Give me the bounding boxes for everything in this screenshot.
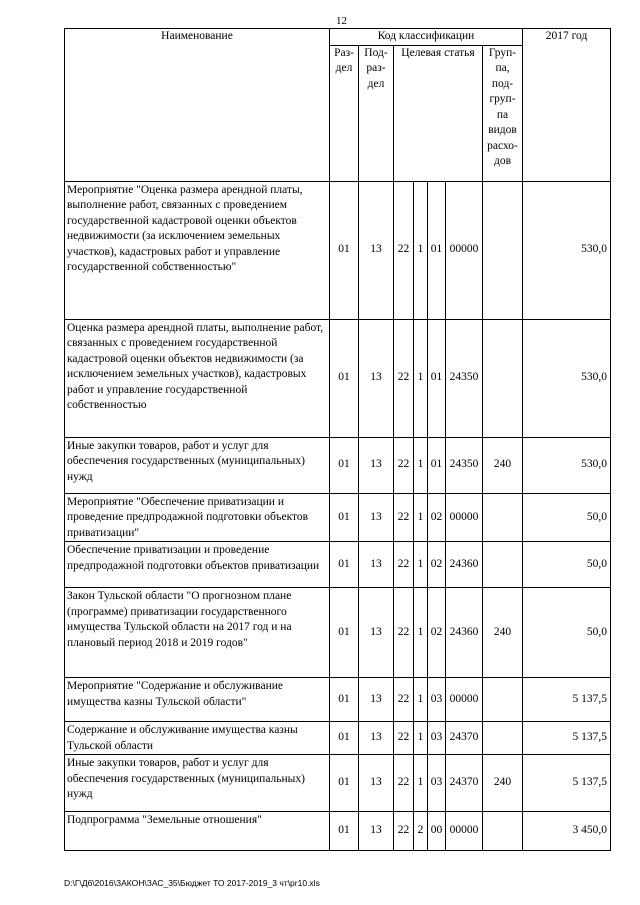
cell-amount: 50,0	[523, 542, 611, 588]
cell-target-direction: 24360	[446, 542, 483, 588]
cell-target-direction: 24360	[446, 588, 483, 678]
cell-target-event: 02	[428, 588, 446, 678]
table-row	[65, 437, 611, 493]
cell-target-program: 22	[394, 722, 414, 755]
cell-section: 01	[330, 588, 359, 678]
row-name: Подпрограмма "Земельные отношения"	[65, 812, 330, 851]
cell-target-program: 22	[394, 319, 414, 437]
cell-target-direction: 24350	[446, 319, 483, 437]
cell-target-program: 22	[394, 678, 414, 722]
cell-amount: 530,0	[523, 437, 611, 493]
cell-subsection: 13	[359, 722, 394, 755]
cell-target-program: 22	[394, 493, 414, 542]
row-name: Мероприятие "Обеспечение приватизации и проведение предпродажной подготовки объектов приватизации"	[65, 493, 330, 542]
cell-expense-group: 240	[483, 755, 523, 812]
cell-section: 01	[330, 678, 359, 722]
budget-table	[64, 28, 611, 851]
row-name: Оценка размера арендной платы, выполнение работ, связанных с проведением государственной кадастровой оценки объектов недвижимости (за исключением земельных участков), кадастровых работ и управление государственной собственностью	[65, 319, 330, 437]
cell-subsection: 13	[359, 437, 394, 493]
header-expense-group: Груп- па, под- груп- па видов расхо- дов	[483, 45, 523, 181]
cell-target-event: 02	[428, 493, 446, 542]
table-row	[65, 678, 611, 722]
cell-amount: 530,0	[523, 319, 611, 437]
file-path-footer: D:\Г\Д6\2016\ЗАКОН\ЗАС_35\Бюджет ТО 2017-2019_3 чт\pr10.xls	[64, 878, 320, 888]
cell-target-subprogram: 1	[414, 181, 428, 319]
cell-subsection: 13	[359, 812, 394, 851]
row-name: Иные закупки товаров, работ и услуг для обеспечения государственных (муниципальных) нужд	[65, 755, 330, 812]
row-name: Иные закупки товаров, работ и услуг для обеспечения государственных (муниципальных) нужд	[65, 437, 330, 493]
cell-target-event: 03	[428, 755, 446, 812]
cell-section: 01	[330, 722, 359, 755]
cell-expense-group	[483, 722, 523, 755]
table-row	[65, 812, 611, 851]
cell-subsection: 13	[359, 181, 394, 319]
row-name: Содержание и обслуживание имущества казны Тульской области	[65, 722, 330, 755]
cell-target-subprogram: 1	[414, 493, 428, 542]
table-row	[65, 181, 611, 319]
cell-subsection: 13	[359, 542, 394, 588]
header-name: Наименование	[65, 29, 330, 182]
table-row	[65, 493, 611, 542]
cell-subsection: 13	[359, 493, 394, 542]
cell-target-subprogram: 1	[414, 437, 428, 493]
table-row	[65, 319, 611, 437]
cell-amount: 50,0	[523, 588, 611, 678]
cell-target-direction: 00000	[446, 493, 483, 542]
cell-target-direction: 24370	[446, 722, 483, 755]
cell-target-event: 01	[428, 181, 446, 319]
cell-target-subprogram: 1	[414, 542, 428, 588]
cell-target-program: 22	[394, 812, 414, 851]
cell-expense-group	[483, 319, 523, 437]
cell-amount: 5 137,5	[523, 755, 611, 812]
header-subsection: Под- раз- дел	[359, 45, 394, 181]
cell-subsection: 13	[359, 678, 394, 722]
cell-target-subprogram: 1	[414, 755, 428, 812]
row-name: Мероприятие "Содержание и обслуживание имущества казны Тульской области"	[65, 678, 330, 722]
cell-target-direction: 00000	[446, 678, 483, 722]
cell-expense-group	[483, 181, 523, 319]
cell-amount: 530,0	[523, 181, 611, 319]
cell-target-direction: 00000	[446, 812, 483, 851]
header-section: Раз- дел	[330, 45, 359, 181]
table-row	[65, 542, 611, 588]
cell-target-event: 03	[428, 722, 446, 755]
cell-section: 01	[330, 437, 359, 493]
cell-amount: 50,0	[523, 493, 611, 542]
cell-amount: 3 450,0	[523, 812, 611, 851]
cell-section: 01	[330, 812, 359, 851]
page-number: 12	[336, 15, 347, 27]
cell-amount: 5 137,5	[523, 722, 611, 755]
cell-section: 01	[330, 493, 359, 542]
table-row	[65, 588, 611, 678]
table-row	[65, 722, 611, 755]
cell-expense-group: 240	[483, 437, 523, 493]
cell-target-event: 00	[428, 812, 446, 851]
header-classification: Код классификации	[330, 29, 523, 46]
table-row	[65, 755, 611, 812]
cell-expense-group: 240	[483, 588, 523, 678]
cell-target-direction: 00000	[446, 181, 483, 319]
cell-target-program: 22	[394, 542, 414, 588]
cell-target-subprogram: 1	[414, 722, 428, 755]
cell-section: 01	[330, 181, 359, 319]
cell-subsection: 13	[359, 588, 394, 678]
cell-expense-group	[483, 678, 523, 722]
row-name: Мероприятие "Оценка размера арендной платы, выполнение работ, связанных с проведением государственной кадастровой оценки объектов недвижимости (за исключением земельных участков), кадастровых работ и управление государственной собственностью"	[65, 181, 330, 319]
cell-target-event: 01	[428, 437, 446, 493]
cell-target-program: 22	[394, 437, 414, 493]
cell-section: 01	[330, 755, 359, 812]
cell-target-subprogram: 2	[414, 812, 428, 851]
cell-target-program: 22	[394, 181, 414, 319]
cell-target-subprogram: 1	[414, 588, 428, 678]
cell-subsection: 13	[359, 755, 394, 812]
cell-expense-group	[483, 542, 523, 588]
cell-target-program: 22	[394, 588, 414, 678]
cell-target-subprogram: 1	[414, 678, 428, 722]
cell-target-event: 01	[428, 319, 446, 437]
row-name: Закон Тульской области "О прогнозном плане (программе) приватизации государственного имущества Тульской области на 2017 год и на плановый период 2018 и 2019 годов"	[65, 588, 330, 678]
header-year: 2017 год	[523, 29, 611, 182]
cell-target-direction: 24370	[446, 755, 483, 812]
cell-section: 01	[330, 319, 359, 437]
cell-target-subprogram: 1	[414, 319, 428, 437]
cell-expense-group	[483, 493, 523, 542]
cell-target-event: 02	[428, 542, 446, 588]
cell-section: 01	[330, 542, 359, 588]
cell-target-program: 22	[394, 755, 414, 812]
cell-target-direction: 24350	[446, 437, 483, 493]
cell-expense-group	[483, 812, 523, 851]
cell-target-event: 03	[428, 678, 446, 722]
header-target-article: Целевая статья	[394, 45, 483, 181]
cell-subsection: 13	[359, 319, 394, 437]
cell-amount: 5 137,5	[523, 678, 611, 722]
row-name: Обеспечение приватизации и проведение предпродажной подготовки объектов приватизации	[65, 542, 330, 588]
